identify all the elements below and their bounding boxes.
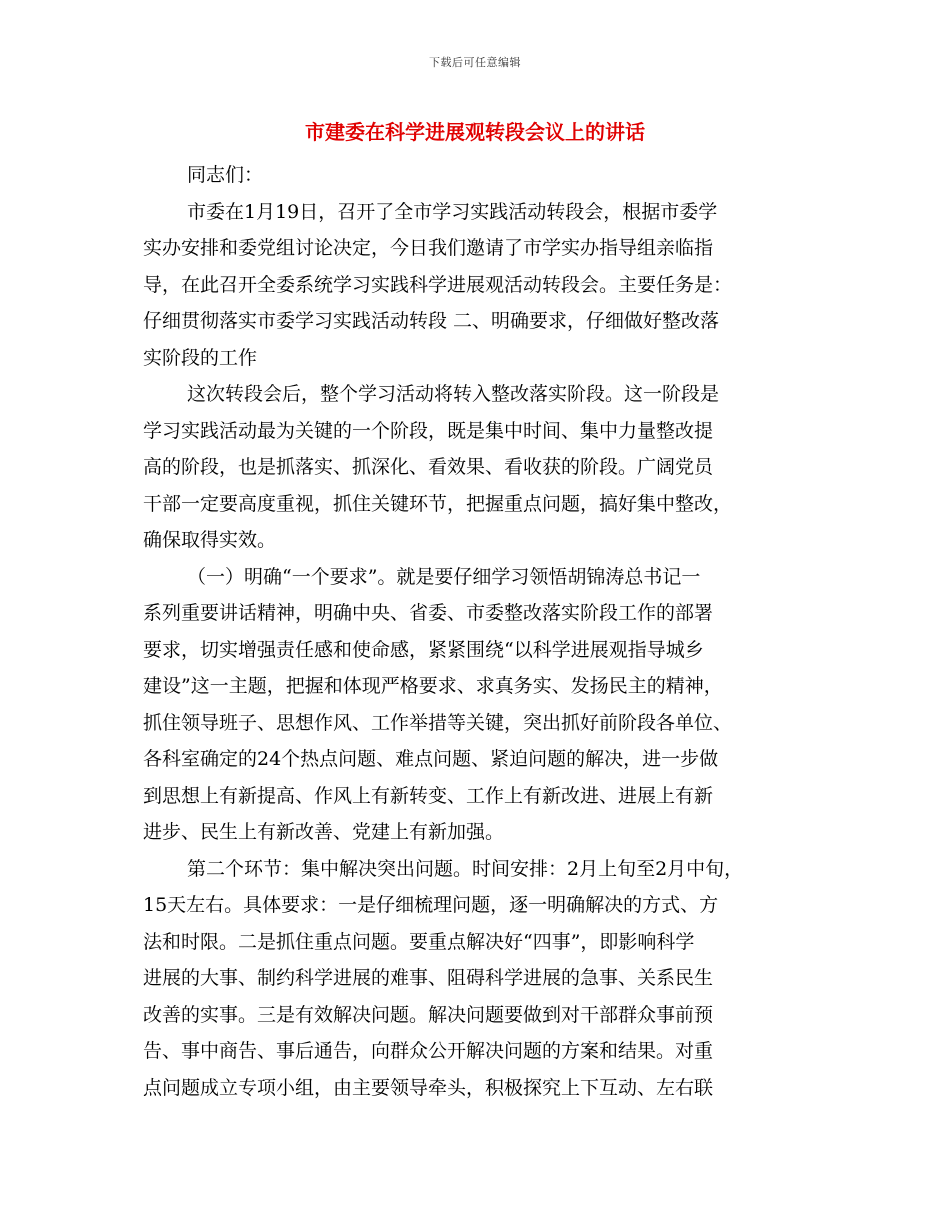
paragraph-line: 实阶段的工作 xyxy=(143,346,258,369)
header-note: 下载后可任意编辑 xyxy=(429,56,521,69)
paragraph-line: 点问题成立专项小组，由主要领导牵头，积极探究上下互动、左右联 xyxy=(143,1076,714,1099)
paragraph-line: 确保取得实效。 xyxy=(143,529,277,551)
paragraph-line: 到思想上有新提高、作风上有新转变、工作上有新改进、进展上有新 xyxy=(143,784,714,807)
paragraph-line: 进展的大事、制约科学进展的难事、阻碍科学进展的急事、关系民生 xyxy=(143,967,714,989)
salutation-line: 同志们： xyxy=(187,164,264,186)
paragraph-line: 改善的实事。三是有效解决问题。解决问题要做到对干部群众事前预 xyxy=(143,1003,714,1026)
paragraph-line: 这次转段会后，整个学习活动将转入整改落实阶段。这一阶段是 xyxy=(187,383,720,405)
paragraph-line: 干部一定要高度重视，抓住关键环节，把握重点问题，搞好集中整改， xyxy=(143,492,733,515)
paragraph-line: 市委在1月19日，召开了全市学习实践活动转段会，根据市委学 xyxy=(187,200,718,223)
paragraph-line: 要求，切实增强责任感和使命感，紧紧围绕“以科学进展观指导城乡 xyxy=(143,638,704,661)
paragraph-line: 实办安排和委党组讨论决定，今日我们邀请了市学实办指导组亲临指 xyxy=(143,237,714,259)
paragraph-line: 15天左右。具体要求：一是仔细梳理问题，逐一明确解决的方式、方 xyxy=(143,894,719,916)
paragraph-line: 告、事中商告、事后通告，向群众公开解决问题的方案和结果。对重 xyxy=(143,1040,714,1062)
document-body xyxy=(143,157,823,1106)
paragraph-line: 导，在此召开全委系统学习实践科学进展观活动转段会。主要任务是： xyxy=(143,273,733,296)
document-title: 市建委在科学进展观转段会议上的讲话 xyxy=(305,120,645,144)
paragraph-line: 法和时限。二是抓住重点问题。要重点解决好“四事”，即影响科学 xyxy=(143,930,695,953)
paragraph-line: 第二个环节：集中解决突出问题。时间安排：2月上旬至2月中旬， xyxy=(187,857,744,880)
paragraph-line: 仔细贯彻落实市委学习实践活动转段 二、明确要求，仔细做好整改落 xyxy=(143,310,720,332)
paragraph-line: 高的阶段，也是抓落实、抓深化、看效果、看收获的阶段。广阔党员 xyxy=(143,456,714,478)
paragraph-line: 学习实践活动最为关键的一个阶段，既是集中时间、集中力量整改提 xyxy=(143,419,714,442)
paragraph-line: 建设”这一主题，把握和体现严格要求、求真务实、发扬民主的精神， xyxy=(143,675,723,697)
paragraph-line: 进步、民生上有新改善、党建上有新加强。 xyxy=(143,821,505,843)
paragraph-line: （一）明确“一个要求”。就是要仔细学习领悟胡锦涛总书记一 xyxy=(187,565,701,588)
paragraph-line: 抓住领导班子、思想作风、工作举措等关键，突出抓好前阶段各单位、 xyxy=(143,711,733,734)
paragraph-line: 系列重要讲话精神，明确中央、省委、市委整改落实阶段工作的部署 xyxy=(143,602,714,624)
paragraph-line: 各科室确定的24个热点问题、难点问题、紧迫问题的解决，进一步做 xyxy=(143,748,719,770)
